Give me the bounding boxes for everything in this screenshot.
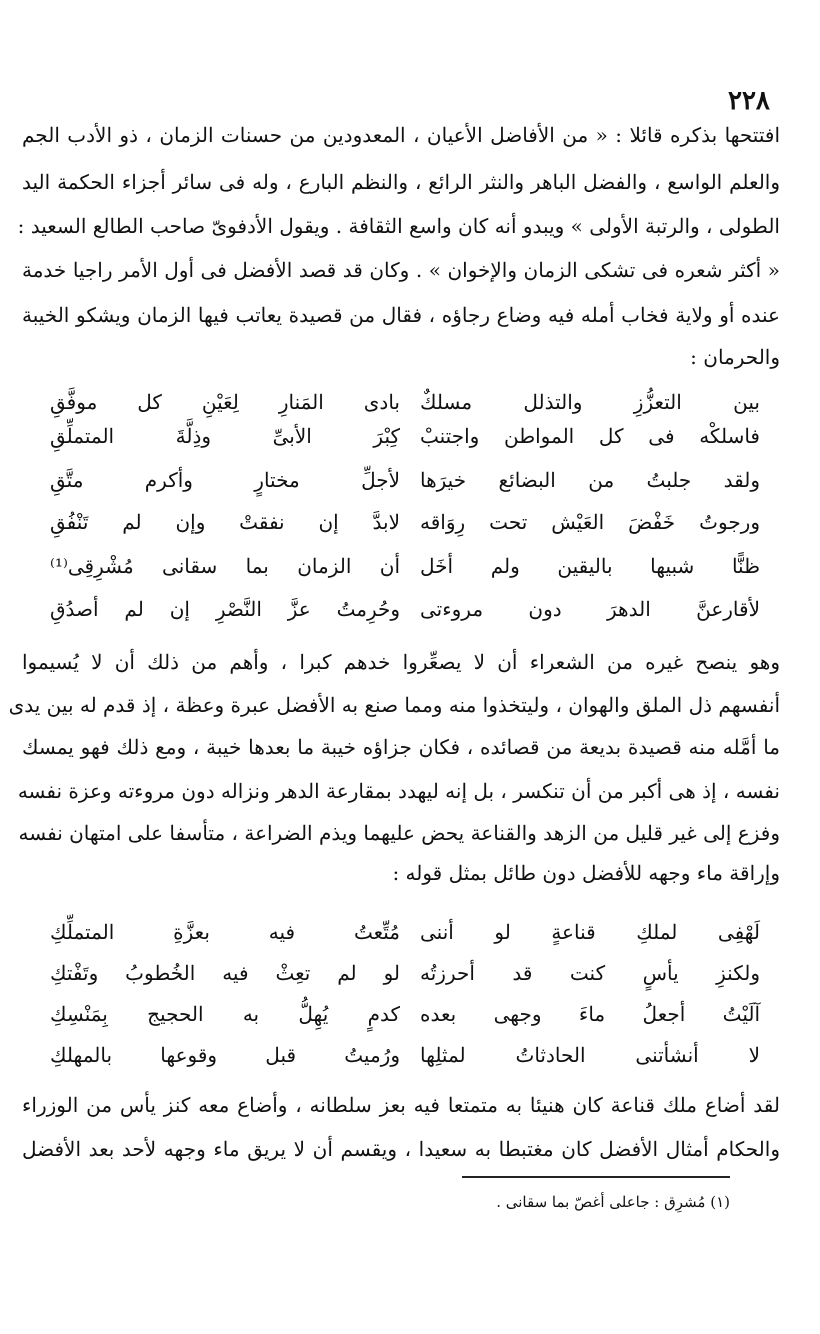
verse-line: [40, 997, 760, 1031]
prose-line: الطولى ، والرتبة الأولى » ويبدو أنه كان واسع الثقافة . ويقول الأدفوىّ صاحب الطالع السعيد :: [17, 214, 780, 238]
verse-first-hemistich: ولقد جلبتُ من البضائع خيرَها: [420, 468, 760, 492]
page-number: ٢٢٨: [728, 86, 770, 116]
prose-line: وإراقة ماء وجهه للأفضل دون طائل بمثل قوله :: [392, 861, 780, 885]
verse-line: [40, 1038, 760, 1072]
verse-line: [40, 505, 760, 539]
footnote: (١) مُشرِق : جاعلى أغصّ بما سقانى .: [496, 1193, 730, 1211]
footnote-divider: [462, 1176, 730, 1178]
verse-first-hemistich: آلَيْتُ أجعلُ ماءَ وجهى بعده: [420, 1002, 760, 1026]
verse-first-hemistich: لا أنشأتنى الحادثاتُ لمثلِها: [420, 1043, 760, 1067]
verse-first-hemistich: فاسلكْه فى كل المواطن واجتنبْ: [420, 424, 760, 448]
verse-line: [40, 549, 760, 583]
prose-line: « أكثر شعره فى تشكى الزمان والإخوان » . وكان قد قصد الأفضل فى أول الأمر راجيا خدمة: [22, 258, 780, 282]
prose-line: أنفسهم ذل الملق والهوان ، وليتخذوا منه ومما صنع به الأفضل عبرة وعظة ، إذ قدم له بين يدى: [8, 693, 780, 717]
verse-second-hemistich: لأجلِّ مختارٍ وأكرم متَّقِ: [50, 468, 400, 492]
verse-second-hemistich: كِبْرَ الأبىِّ وذِلَّةَ المتملِّقِ: [50, 424, 400, 448]
verse-second-hemistich: ورُميتُ قبل وقوعها بالمهلكِ: [50, 1043, 400, 1067]
verse-first-hemistich: ولكنزِ يأسٍ كنت قد أحرزتُه: [420, 961, 760, 985]
verse-line: [40, 915, 760, 949]
verse-second-hemistich: أن الزمان بما سقانى مُشْرِقِى⁽¹⁾: [50, 554, 400, 578]
prose-line: والعلم الواسع ، والفضل الباهر والنثر الرائع ، والنظم البارع ، وله فى سائر أجزاء الحكمة اليد: [22, 170, 780, 194]
verse-first-hemistich: بين التعزُّزِ والتذلل مسلكٌ: [420, 390, 760, 414]
prose-line: ما أمَّله منه قصيدة بديعة من قصائده ، فكان جزاؤه خيبة ما بعدها خيبة ، ومع ذلك فهو يمسك: [22, 735, 780, 759]
verse-line: [40, 385, 760, 419]
verse-second-hemistich: مُتِّعتُ فيه بعزَّةِ المتملِّكِ: [50, 920, 400, 944]
verse-first-hemistich: لأقارعنَّ الدهرَ دون مروءتى: [420, 597, 760, 621]
prose-line: والحكام أمثال الأفضل كان مغتبطا به سعيدا ، ويقسم أن لا يريق ماء وجهه لأحد بعد الأفضل: [22, 1137, 780, 1161]
verse-line: [40, 956, 760, 990]
prose-line: افتتحها بذكره قائلا : « من الأفاضل الأعيان ، المعدودين من حسنات الزمان ، ذو الأدب الجم: [22, 123, 780, 147]
verse-second-hemistich: كدمٍ يُهِلُّ به الحجيج بِمَنْسِكِ: [50, 1002, 400, 1026]
verse-line: [40, 463, 760, 497]
verse-line: [40, 419, 760, 453]
verse-second-hemistich: لابدَّ إن نفقتْ وإن لم تَنْفُقِ: [50, 510, 400, 534]
prose-line: عنده أو ولاية فخاب أمله فيه وضاع رجاؤه ، فقال من قصيدة يعاتب فيها الزمان ويشكو الخيبة: [22, 303, 780, 327]
verse-line: [40, 592, 760, 626]
prose-line: لقد أضاع ملك قناعة كان هنيئا به متمتعا فيه بعز سلطانه ، وأضاع معه كنز يأس من الوزراء: [22, 1093, 780, 1117]
prose-line: وهو ينصح غيره من الشعراء أن لا يصعِّروا خدهم كبرا ، وأهم من ذلك أن لا يُسيموا: [22, 650, 780, 674]
verse-second-hemistich: وحُرِمتُ عزَّ النَّصْرِ إن لم أصدُقِ: [50, 597, 400, 621]
verse-first-hemistich: لَهْفِى لملكِ قناعةٍ لو أننى: [420, 920, 760, 944]
prose-line: نفسه ، إذ هى أكبر من أن تنكسر ، بل إنه ليهدد بمقارعة الدهر ونزاله دون مروءته وعزة نفسه: [17, 779, 780, 803]
verse-second-hemistich: بادى المَنارِ لِعَيْنِ كل موفَّقِ: [50, 390, 400, 414]
verse-first-hemistich: ورجوتُ خَفْضَ العَيْش تحت رِوَاقه: [420, 510, 760, 534]
verse-first-hemistich: ظنًّا شبيها باليقين ولم أخَل: [420, 554, 760, 578]
prose-line: والحرمان :: [690, 345, 780, 369]
verse-second-hemistich: لو لم تعِثْ فيه الخُطوبُ وتَفْتكِ: [50, 961, 400, 985]
prose-line: وفزع إلى غير قليل من الزهد والقناعة يحض عليهما ويذم الضراعة ، متأسفا على امتهان نفسه: [18, 821, 780, 845]
